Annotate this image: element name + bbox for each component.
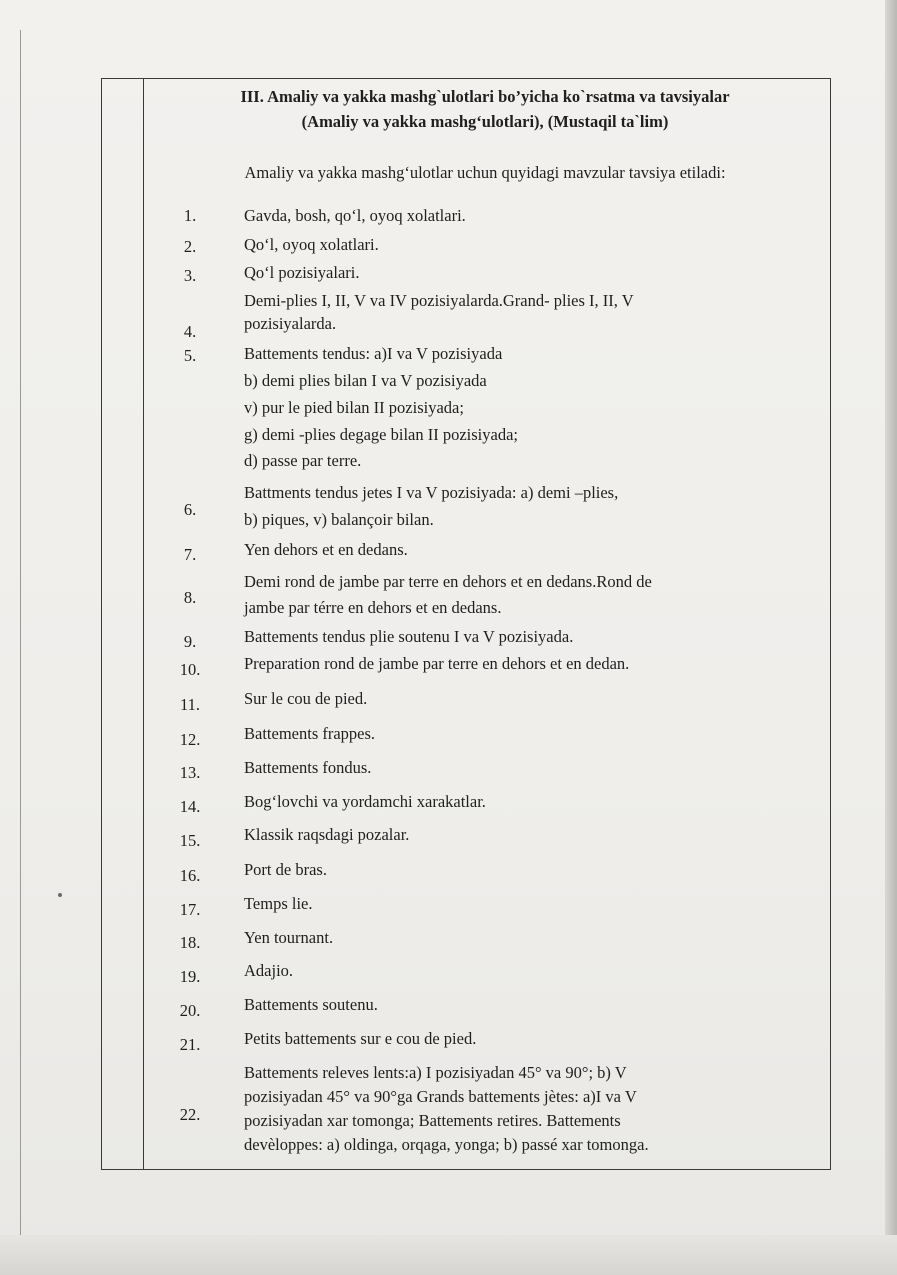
item-number-4: 4. <box>183 322 197 341</box>
item-number-20: 20. <box>179 1001 201 1020</box>
item-number-8: 8. <box>183 588 197 607</box>
item-number-21: 21. <box>179 1035 201 1054</box>
item-number-22: 22. <box>179 1105 201 1124</box>
item-number-5: 5. <box>183 346 197 365</box>
page-right-edge <box>885 0 897 1275</box>
item-number-16: 16. <box>179 866 201 885</box>
item-text-3: Qo‘l pozisiyalari. <box>244 263 360 282</box>
item-number-6: 6. <box>183 500 197 519</box>
item-number-10: 10. <box>179 660 201 679</box>
item-number-12: 12. <box>179 730 201 749</box>
item-text-18: Yen tournant. <box>244 928 334 947</box>
item-text-13: Battements fondus. <box>244 758 372 777</box>
intro-text: Amaliy va yakka mashg‘ulotlar uchun quyidagi mavzular tavsiya etiladi: <box>244 163 726 182</box>
item-text-1: Gavda, bosh, qo‘l, oyoq xolatlari. <box>244 206 466 225</box>
item-text-11: Sur le cou de pied. <box>244 689 368 708</box>
item-text-20: Battements soutenu. <box>244 995 378 1014</box>
item-text-9: Battements tendus plie soutenu I va V pozisiyada. <box>244 627 574 646</box>
section-heading <box>150 84 820 134</box>
item-text-16: Port de bras. <box>244 860 327 879</box>
item-number-9: 9. <box>183 632 197 651</box>
page-bottom-shadow <box>0 1235 897 1275</box>
item-number-14: 14. <box>179 797 201 816</box>
item-text-8: Demi rond de jambe par terre en dehors et en dedans.Rond de jambe par térre en dehors et en dedans. <box>244 572 652 617</box>
table-column-divider <box>143 78 144 1170</box>
item-number-19: 19. <box>179 967 201 986</box>
item-number-15: 15. <box>179 831 201 850</box>
item-text-22: Battements releves lents:a) I pozisiyadan 45° va 90°; b) V pozisiyadan 45° va 90°ga Grands battements jètes: a)I va V pozisiyadan xar tomonga; Battements retires. Battements devèloppes: a) oldinga, orqaga, yonga; b) passé xar tomonga. <box>244 1063 649 1154</box>
item-text-2: Qo‘l, oyoq xolatlari. <box>244 235 379 254</box>
item-text-10: Preparation rond de jambe par terre en dehors et en dedan. <box>244 654 630 673</box>
item-text-7: Yen dehors et en dedans. <box>244 540 408 559</box>
item-number-1: 1. <box>183 206 197 225</box>
item-text-12: Battements frappes. <box>244 724 376 743</box>
item-number-7: 7. <box>183 545 197 564</box>
heading-line-2: (Amaliy va yakka mashg‘ulotlari), (Mustaqil ta`lim) <box>301 112 669 131</box>
item-number-17: 17. <box>179 900 201 919</box>
item-text-5: Battements tendus: a)I va V pozisiyada b) demi plies bilan I va V pozisiyada v) pur le pied bilan II pozisiyada; g) demi -plies degage bilan II pozisiyada; d) passe par terre. <box>244 344 518 470</box>
item-text-14: Bog‘lovchi va yordamchi xarakatlar. <box>244 792 486 811</box>
heading-line-1: III. Amaliy va yakka mashg`ulotlari bo’yicha ko`rsatma va tavsiyalar <box>240 87 730 106</box>
scan-speck <box>58 893 62 897</box>
item-text-6: Battments tendus jetes I va V pozisiyada: a) demi –plies, b) piques, v) balançoir bilan. <box>244 483 619 529</box>
item-number-18: 18. <box>179 933 201 952</box>
item-text-15: Klassik raqsdagi pozalar. <box>244 825 410 844</box>
item-number-13: 13. <box>179 763 201 782</box>
item-number-11: 11. <box>179 695 200 714</box>
page-left-edge <box>20 30 21 1240</box>
item-number-2: 2. <box>183 237 197 256</box>
item-text-21: Petits battements sur e cou de pied. <box>244 1029 477 1048</box>
item-number-3: 3. <box>183 266 197 285</box>
item-text-17: Temps lie. <box>244 894 313 913</box>
item-text-19: Adajio. <box>244 961 294 980</box>
item-text-4: Demi-plies I, II, V va IV pozisiyalarda.Grand- plies I, II, V pozisiyalarda. <box>244 291 634 333</box>
